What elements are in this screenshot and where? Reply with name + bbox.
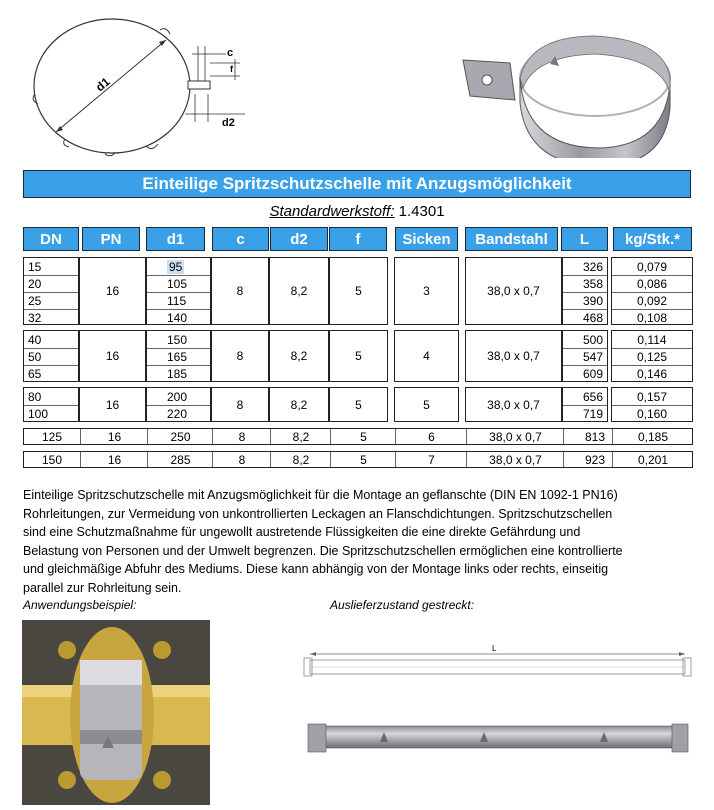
d2-cell: 8,2 [290,349,308,363]
d2-cell: 8,2 [290,284,308,298]
c-cell: 8 [212,429,271,444]
bandstahl-cell: 38,0 x 0,7 [466,429,564,444]
group1-f [329,257,388,325]
d2-cell: 8,2 [270,429,331,444]
pn-cell: 16 [105,397,120,412]
group2-d2 [269,330,329,382]
kg-cell: 0,160 [636,406,668,421]
group1-d2 [269,257,329,325]
header-f: f [329,227,387,251]
d1-cell: 165 [167,349,188,364]
clamp-product-image [455,18,680,158]
dn-cell: 125 [41,429,63,444]
description-line: Rohrleitungen, zur Vermeidung von unkontrollierten Leckagen an Flanschdichtungen. Spritzschutzschellen [23,506,613,521]
kg-cell: 0,079 [636,259,668,274]
group2-dn [23,330,79,382]
description-line: Einteilige Spritzschutzschelle mit Anzugsmöglichkeit für die Montage an geflanschte (DIN EN 1092-1 PN16) [23,488,618,502]
kg-cell: 0,201 [612,452,693,467]
d1-cell: 150 [167,332,188,347]
group1-pn [79,257,146,325]
c-cell: 8 [236,349,244,363]
group1-bandstahl [465,257,562,325]
group3-bandstahl [465,387,562,422]
dn-cell: 32 [28,310,42,325]
d2-label: d2 [222,117,235,129]
l-cell: 500 [582,332,603,347]
kg-cell: 0,146 [636,366,668,381]
description-line: parallel zur Rohrleitung sein. [23,580,182,595]
l-cell: 358 [582,276,603,291]
d1-cell: 105 [167,276,188,291]
standard-material-label: Standardwerkstoff: [269,203,395,220]
d2-cell: 8,2 [270,452,331,467]
group2-bandstahl [465,330,562,382]
kg-cell: 0,114 [637,332,667,347]
description-line: sind eine Schutzmaßnahme für ungewollt austretende Flüssigkeiten die eine direkte Gefährdung und [23,525,581,539]
group3-sicken [394,387,459,422]
sicken-cell: 3 [423,284,430,298]
d1-cell: 250 [147,429,213,444]
d1-cell-selected: 95 [169,259,183,274]
dn-cell: 100 [28,406,49,421]
f-cell: 5 [355,284,362,298]
header-d1: d1 [146,227,205,251]
dn-cell: 20 [28,276,42,291]
group2-pn [79,330,146,382]
f-cell: 5 [330,452,396,467]
d1-cell: 220 [167,406,188,421]
bandstahl-cell: 38,0 x 0,7 [487,284,540,298]
kg-cell: 0,086 [636,276,668,291]
kg-cell: 0,092 [636,293,668,308]
application-example-caption: Anwendungsbeispiel: [23,598,137,612]
f-cell: 5 [355,397,362,412]
d1-cell: 285 [147,452,213,467]
group1-d1 [146,257,211,325]
sicken-cell: 7 [395,452,467,467]
l-cell: 656 [582,389,603,404]
sicken-cell: 6 [395,429,467,444]
group2-sicken [394,330,459,382]
d2-cell: 8,2 [290,397,308,412]
l-cell: 326 [582,259,603,274]
group3-dn [23,387,79,422]
dn-cell: 25 [28,293,42,308]
group1-dn [23,257,79,325]
dn-cell: 150 [41,452,63,467]
d1-cell: 115 [167,293,187,308]
group3-pn [79,387,146,422]
header-d2: d2 [270,227,328,251]
d1-cell: 185 [167,366,188,381]
d1-cell: 140 [167,310,188,325]
bandstahl-cell: 38,0 x 0,7 [487,349,540,363]
header-kg: kg/Stk.* [613,227,692,251]
table-title-banner [23,170,691,198]
header-dn: DN [23,227,79,251]
application-example-photo [22,620,210,805]
stretched-strip-drawing [300,640,695,685]
bandstahl-cell: 38,0 x 0,7 [487,397,540,412]
dn-cell: 40 [28,332,42,347]
bandstahl-cell: 38,0 x 0,7 [466,452,564,467]
group1-c [211,257,269,325]
dn-cell: 65 [28,366,42,381]
l-cell: 813 [563,429,609,444]
kg-cell: 0,185 [612,429,693,444]
stretched-strip-photo [300,718,695,758]
pn-cell: 16 [105,349,120,363]
c-cell: 8 [236,397,244,412]
l-cell: 923 [563,452,609,467]
clamp-technical-drawing [20,14,260,164]
group5-row [23,451,693,468]
sicken-cell: 4 [423,349,430,363]
kg-cell: 0,108 [636,310,668,325]
l-cell: 609 [582,366,603,381]
d1-cell: 200 [167,389,188,404]
standard-material [0,203,714,220]
group1-l [562,257,608,325]
group2-c [211,330,269,382]
group3-kg [611,387,693,422]
group2-kg [611,330,693,382]
c-label: c [227,47,234,59]
sicken-cell: 5 [423,397,430,412]
kg-cell: 0,125 [636,349,668,364]
f-cell: 5 [330,429,396,444]
l-cell: 390 [582,293,603,308]
group2-d1 [146,330,211,382]
group1-sicken [394,257,459,325]
f-cell: 5 [355,349,362,363]
c-cell: 8 [236,284,244,298]
header-bandstahl: Bandstahl [465,227,558,251]
f-label: f [230,64,233,74]
pn-cell: 16 [105,284,120,298]
product-description [23,486,695,597]
group3-d1 [146,387,211,422]
group3-d2 [269,387,329,422]
length-label: L [492,644,497,653]
group2-l [562,330,608,382]
dn-cell: 50 [28,349,42,364]
table-title: Einteilige Spritzschutzschelle mit Anzugsmöglichkeit [142,174,572,193]
description-line: und gleichmäßige Abfuhr des Mediums. Diese kann abhängig von der Montage links oder rechts, einseitig [23,562,609,576]
delivery-state-caption: Auslieferzustand gestreckt: [330,598,475,612]
group3-c [211,387,269,422]
d1-label: d1 [92,74,113,95]
group3-f [329,387,388,422]
header-sicken: Sicken [395,227,458,251]
standard-material-value: 1.4301 [398,203,445,220]
header-pn: PN [82,227,140,251]
group3-l [562,387,608,422]
description-line: Belastung von Personen und der Umwelt begrenzen. Die Spritzschutzschellen ermöglichen eine kontrollierte [23,543,623,558]
group1-kg [611,257,693,325]
dn-cell: 80 [28,389,42,404]
l-cell: 719 [582,406,603,421]
dn-cell: 15 [28,259,42,274]
l-cell: 468 [582,310,603,325]
c-cell: 8 [212,452,271,467]
pn-cell: 16 [80,429,148,444]
kg-cell: 0,157 [636,389,668,404]
l-cell: 547 [582,349,603,364]
pn-cell: 16 [80,452,148,467]
group2-f [329,330,388,382]
group4-row [23,428,693,445]
header-l: L [561,227,608,251]
header-c: c [212,227,269,251]
